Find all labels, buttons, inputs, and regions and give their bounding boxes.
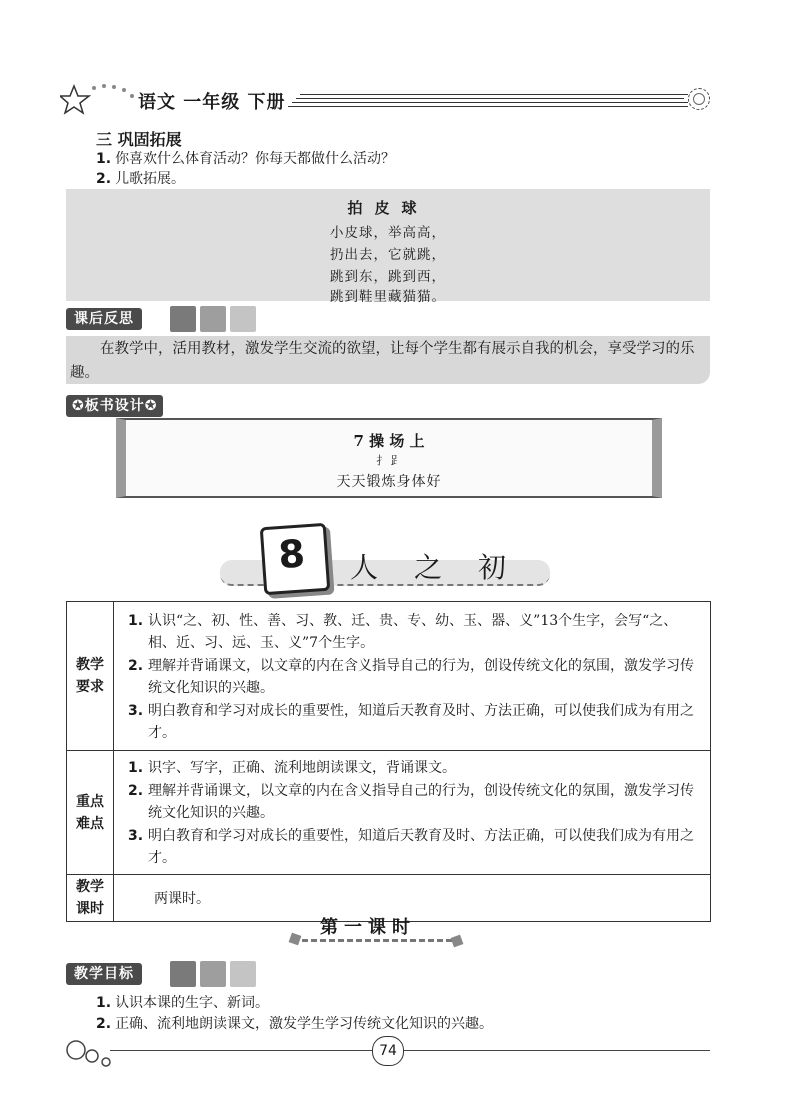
question-text: 你喜欢什么体育活动？你每天都做什么活动？ [115,151,396,167]
board-design-label [66,395,163,417]
star-icon: ✪ [144,398,158,414]
header-rule [300,94,688,95]
tag-block-decoration [230,961,256,987]
tag-block-decoration [170,306,196,332]
question-number: 2. [96,171,112,187]
board-design-label-text: 板书设计 [84,398,145,414]
star-icon: ✪ [72,398,85,414]
poem-line: 小皮球，举高高， [330,225,446,241]
tag-block-decoration [200,306,226,332]
small-stars-icon [92,84,134,98]
period-underline [302,939,452,942]
item-number: 2. [128,783,144,799]
tag-block-decoration [230,306,256,332]
header-rule [288,106,688,107]
row-label-text: 教学课时 [76,879,104,917]
row-label-text: 教学要求 [76,657,104,695]
question-text: 儿歌拓展。 [115,171,186,187]
board-radicals: 扌 𧾷 [376,454,402,467]
section-title: 三 巩固拓展 [96,130,182,149]
poem-line: 扔出去，它就跳， [330,247,446,263]
decoration-square [289,933,302,946]
book-title: 语文 一年级 下册 [138,92,286,113]
item-text: 理解并背诵课文，以文章的内在含义指导自己的行为，创设传统文化的氛围，激发学习传统文化知识的兴趣。 [148,657,694,696]
tag-block-decoration [170,961,196,987]
item-number: 3. [128,702,144,719]
list-item [128,825,700,869]
page-number: 74 [372,1036,404,1066]
decoration-square [451,935,464,948]
item-text: 识字、写字，正确、流利地朗读课文，背诵课文。 [148,760,456,776]
row-label [67,875,114,922]
period-title: 第一课时 [320,917,416,938]
item-text: 认识“之、初、性、善、习、教、迁、贵、专、幼、玉、器、义”13个生字，会写“之、相、近、习、远、玉、义”7个生字。 [148,612,678,651]
goal-item [96,1013,493,1033]
row-label [67,602,114,751]
lesson-number: 8 [276,531,307,578]
header-rule [292,102,688,103]
lesson-title: 人之初 [350,551,543,584]
goal-number: 2. [96,1016,112,1032]
list-item [128,780,700,824]
question-number: 1. [96,151,112,167]
header-rule [296,98,684,99]
list-item [128,757,700,779]
poem-line: 跳到东，跳到西， [330,269,446,285]
table-row [67,602,711,751]
big-star-icon [60,86,89,113]
row-content [114,602,711,751]
item-number: 2. [128,657,144,674]
reflection-body: 在教学中，活用教材，激发学生交流的欲望，让每个学生都有展示自我的机会，享受学习的乐趣。 [70,341,695,381]
header-circle-inner-icon [693,93,705,105]
board-title: 7 操 场 上 [353,432,425,450]
goal-text: 正确、流利地朗读课文，激发学生学习传统文化知识的兴趣。 [115,1016,494,1032]
table-row [67,751,711,875]
list-item [128,700,700,744]
header-star-decoration [60,78,140,116]
item-text: 明白教育和学习对成长的重要性，知道后天教育及时、方法正确，可以使我们成为有用之才。 [148,828,694,866]
poem-title: 拍皮球 [347,199,429,217]
poem-box [66,189,710,305]
reflection-text [66,336,710,384]
goal-number: 1. [96,995,112,1011]
item-number: 3. [128,828,144,844]
goal-item [96,992,269,1012]
reflection-label: 课后反思 [66,308,142,330]
board-phrase: 天天锻炼身体好 [336,474,442,490]
item-number: 1. [128,612,144,629]
list-item [128,610,700,654]
question-item [96,168,185,188]
row-label [67,751,114,875]
item-text: 明白教育和学习对成长的重要性，知道后天教育及时、方法正确，可以使我们成为有用之才。 [148,702,694,741]
goal-text: 认识本课的生字、新词。 [115,995,270,1011]
lesson-number-badge [260,523,331,595]
poem-line: 跳到鞋里藏猫猫。 [330,289,446,305]
row-label-text: 重点难点 [76,793,104,832]
row-content [114,751,711,875]
footer-bubbles-decoration [66,1036,116,1070]
tag-block-decoration [200,961,226,987]
goals-label: 教学目标 [66,963,142,985]
question-item [96,148,395,168]
item-number: 1. [128,760,144,776]
requirements-table [66,601,711,922]
footer-rule [110,1050,710,1051]
list-item [128,655,700,699]
item-text: 理解并背诵课文，以文章的内在含义指导自己的行为，创设传统文化的氛围，激发学习传统文化知识的兴趣。 [148,783,694,821]
item-text: 两课时。 [154,891,210,907]
